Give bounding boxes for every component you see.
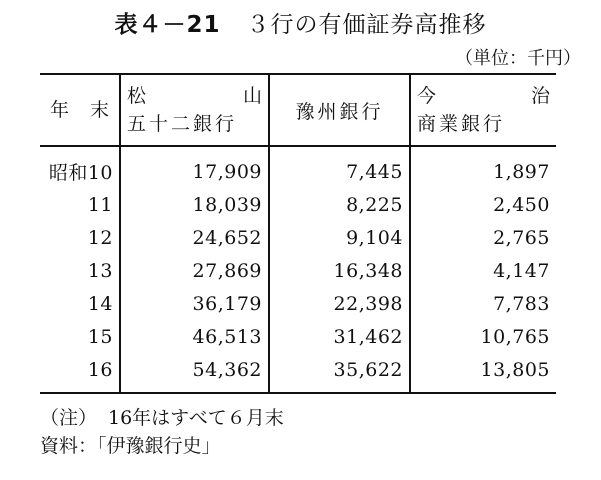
year-cell: 16 [40,353,120,393]
header-row [40,74,556,146]
year-cell: 15 [87,325,113,348]
table-row [40,146,556,188]
header-yoshu-label: 豫州銀行 [295,100,384,123]
yoshu-value: 9,104 [269,221,410,254]
matsuyama-value: 24,652 [120,221,269,254]
footnote-text: 16年はすべて６月末 [108,407,284,429]
imabari-value: 2,450 [410,188,556,221]
table-row [40,188,556,221]
table-row [40,221,556,254]
imabari-value: 4,147 [410,254,556,287]
matsuyama-value: 17,909 [120,146,269,188]
yoshu-value: 7,445 [269,146,410,188]
table-row [40,320,556,353]
header-year [40,74,120,146]
header-matsuyama-bottom: 五十二銀行 [127,113,238,135]
yoshu-value: 16,348 [269,254,410,287]
imabari-value: 13,805 [410,353,556,393]
header-year-char-2: 末 [89,99,109,121]
matsuyama-value: 18,039 [120,188,269,221]
table-title [0,6,601,39]
matsuyama-value: 27,869 [120,254,269,287]
yoshu-value: 35,622 [269,353,410,393]
securities-table [40,73,556,394]
table-number: 表４－21 [114,12,221,38]
source-note: 資料：「伊豫銀行史」 [40,435,221,457]
table-row [40,287,556,320]
header-imabari-top-right: 治 [530,85,550,107]
footnote-label: （注） [40,407,98,429]
header-matsuyama-top-right: 山 [242,85,262,107]
year-cell: 12 [87,226,113,249]
imabari-value: 1,897 [410,146,556,188]
header-year-char-1: 年 [50,99,70,121]
year-cell: 11 [87,193,113,216]
imabari-value: 7,783 [410,287,556,320]
year-cell: 14 [87,292,113,315]
header-imabari-bottom: 商業銀行 [417,113,506,135]
header-imabari-top-left: 今 [417,85,437,107]
footnote [40,403,284,430]
header-matsuyama-top-left: 松 [127,85,147,107]
header-matsuyama-52 [120,74,269,146]
unit-label: （単位：千円） [455,48,581,69]
imabari-value: 10,765 [410,320,556,353]
table-row [40,254,556,287]
yoshu-value: 31,462 [269,320,410,353]
matsuyama-value: 46,513 [120,320,269,353]
matsuyama-value: 54,362 [120,353,269,393]
header-yoshu-bank [269,74,410,146]
header-imabari-commercial [410,74,556,146]
table-row [40,353,556,393]
yoshu-value: 22,398 [269,287,410,320]
yoshu-value: 8,225 [269,188,410,221]
year-cell: 昭和10 [48,162,113,184]
table-caption: ３行の有価証券高推移 [246,12,487,38]
imabari-value: 2,765 [410,221,556,254]
year-cell: 13 [87,259,113,282]
matsuyama-value: 36,179 [120,287,269,320]
